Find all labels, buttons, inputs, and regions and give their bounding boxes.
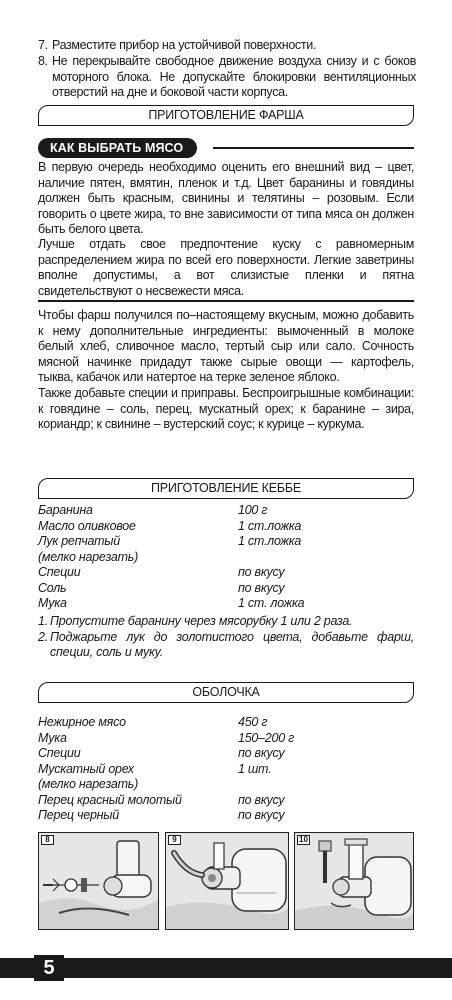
ingredient-name: Специи bbox=[38, 746, 81, 760]
step-item bbox=[38, 630, 414, 661]
list-item-number: 7. bbox=[38, 38, 48, 52]
section-title-mince: ПРИГОТОВЛЕНИЕ ФАРША bbox=[38, 105, 414, 126]
list-item-7 bbox=[38, 38, 416, 54]
ingredient-row bbox=[38, 565, 414, 581]
ingredient-row bbox=[38, 581, 414, 597]
ingredient-qty: по вкусу bbox=[238, 808, 285, 822]
ingredient-row bbox=[38, 777, 414, 793]
list-item-number: 8. bbox=[38, 54, 48, 68]
ingredient-name: Лук репчатый bbox=[38, 534, 120, 548]
grinder-assembled-icon bbox=[295, 833, 414, 930]
ingredient-qty: по вкусу bbox=[238, 746, 285, 760]
ingredient-row bbox=[38, 793, 414, 809]
section-title-shell: ОБОЛОЧКА bbox=[38, 682, 414, 703]
page-number: 5 bbox=[34, 955, 64, 981]
ingredient-qty: 450 г bbox=[238, 715, 268, 729]
list-item-text: Не перекрывайте свободное движение воздуха снизу и с боков моторного блока. Не допускайте блокировки вентиляционных отверстий на дне и боковой части корпуса. bbox=[52, 54, 416, 99]
ingredient-row bbox=[38, 762, 414, 778]
figure-9 bbox=[165, 832, 289, 930]
ingredient-row bbox=[38, 596, 414, 612]
tips-paragraph-1: Чтобы фарш получился по–настоящему вкусным, можно добавить к нему дополнительные ингредиенты: вымоченный в молоке белый хлеб, сливочное масло, тертый сыр или сало. Сочность мясной начинке придадут также сырые овощи — картофель, тыква, кабачок или натертое на терке зеленое яблоко. bbox=[38, 308, 414, 385]
ingredient-row bbox=[38, 503, 414, 519]
meat-paragraph-2: Лучше отдать свое предпочтение куску с равномерным распределением жира по всей его поверхности. Легкие заветрины вполне допустимы, а вот слизистые пленки и пятна свидетельствуют о несвежести мяса. bbox=[38, 237, 414, 298]
step-text: Поджарьте лук до золотистого цвета, добавьте фарш, специи, соль и муку. bbox=[50, 629, 414, 659]
section-title-kebbe: ПРИГОТОВЛЕНИЕ КЕББЕ bbox=[38, 478, 414, 499]
figure-8 bbox=[38, 832, 159, 930]
ingredient-name: Нежирное мясо bbox=[38, 715, 126, 729]
ingredient-name: Баранина bbox=[38, 503, 93, 517]
ingredient-qty: 150–200 г bbox=[238, 730, 295, 745]
ingredient-name: (мелко нарезать) bbox=[38, 777, 139, 791]
divider-rule bbox=[38, 300, 414, 302]
ingredient-qty: по вкусу bbox=[238, 792, 285, 807]
step-item bbox=[38, 614, 414, 630]
shell-ingredients bbox=[38, 715, 414, 824]
ingredient-name: Мука bbox=[38, 730, 67, 745]
ingredient-qty: 1 ст.ложка bbox=[238, 534, 302, 548]
ingredient-name: Специи bbox=[38, 565, 81, 579]
meat-paragraph-1: В первую очередь необходимо оценить его внешний вид – цвет, наличие пятен, вмятин, пленок и т.д. Цвет баранины и говядины должен быть красным, свинины и телятины – розовым. Если говорить о цвете жира, то вне зависимости от типа мяса он должен быть белого цвета. bbox=[38, 160, 414, 237]
ingredient-name: Масло оливковое bbox=[38, 518, 136, 533]
figure-number: 9 bbox=[168, 835, 181, 845]
ingredient-row bbox=[38, 808, 414, 824]
step-text: Пропустите баранину через мясорубку 1 или 2 раза. bbox=[50, 614, 353, 628]
figure-number: 10 bbox=[297, 835, 310, 845]
subsection-label: КАК ВЫБРАТЬ МЯСО bbox=[38, 138, 197, 158]
figure-number: 8 bbox=[41, 835, 54, 845]
grinder-attachment-icon bbox=[166, 833, 289, 930]
subsection-header bbox=[38, 138, 414, 158]
step-number: 2. bbox=[38, 629, 48, 644]
tips-paragraph-2: Также добавьте специи и приправы. Беспроигрышные комбинации: к говядине – соль, перец, мускатный орех; к баранине – зира, кориандр; к свинине – вустерский соус; к курице – куркума. bbox=[38, 386, 414, 432]
header-rule bbox=[213, 147, 414, 149]
ingredient-qty: по вкусу bbox=[238, 565, 285, 579]
step-number: 1. bbox=[38, 614, 48, 628]
ingredient-name: Соль bbox=[38, 580, 67, 595]
ingredient-name: Мускатный орех bbox=[38, 761, 134, 776]
ingredient-qty: 1 шт. bbox=[238, 761, 272, 776]
ingredient-row bbox=[38, 715, 414, 731]
kebbe-ingredients bbox=[38, 503, 414, 612]
list-item-text: Разместите прибор на устойчивой поверхности. bbox=[52, 38, 316, 52]
figure-10 bbox=[294, 832, 414, 930]
ingredient-qty: по вкусу bbox=[238, 580, 285, 595]
ingredient-row bbox=[38, 731, 414, 747]
ingredient-qty: 100 г bbox=[238, 503, 268, 517]
grinder-disassembly-icon bbox=[39, 833, 159, 930]
ingredient-qty: 1 ст. ложка bbox=[238, 596, 305, 610]
kebbe-steps bbox=[38, 614, 414, 661]
ingredient-row bbox=[38, 746, 414, 762]
ingredient-name: Перец черный bbox=[38, 808, 119, 822]
footer-bar bbox=[0, 958, 452, 978]
ingredient-row bbox=[38, 519, 414, 535]
ingredient-row bbox=[38, 550, 414, 566]
ingredient-name: Мука bbox=[38, 596, 67, 610]
ingredient-name: Перец красный молотый bbox=[38, 792, 182, 807]
ingredient-row bbox=[38, 534, 414, 550]
ingredient-name: (мелко нарезать) bbox=[38, 549, 139, 564]
list-item-8 bbox=[38, 54, 416, 101]
ingredient-qty: 1 ст.ложка bbox=[238, 518, 302, 533]
